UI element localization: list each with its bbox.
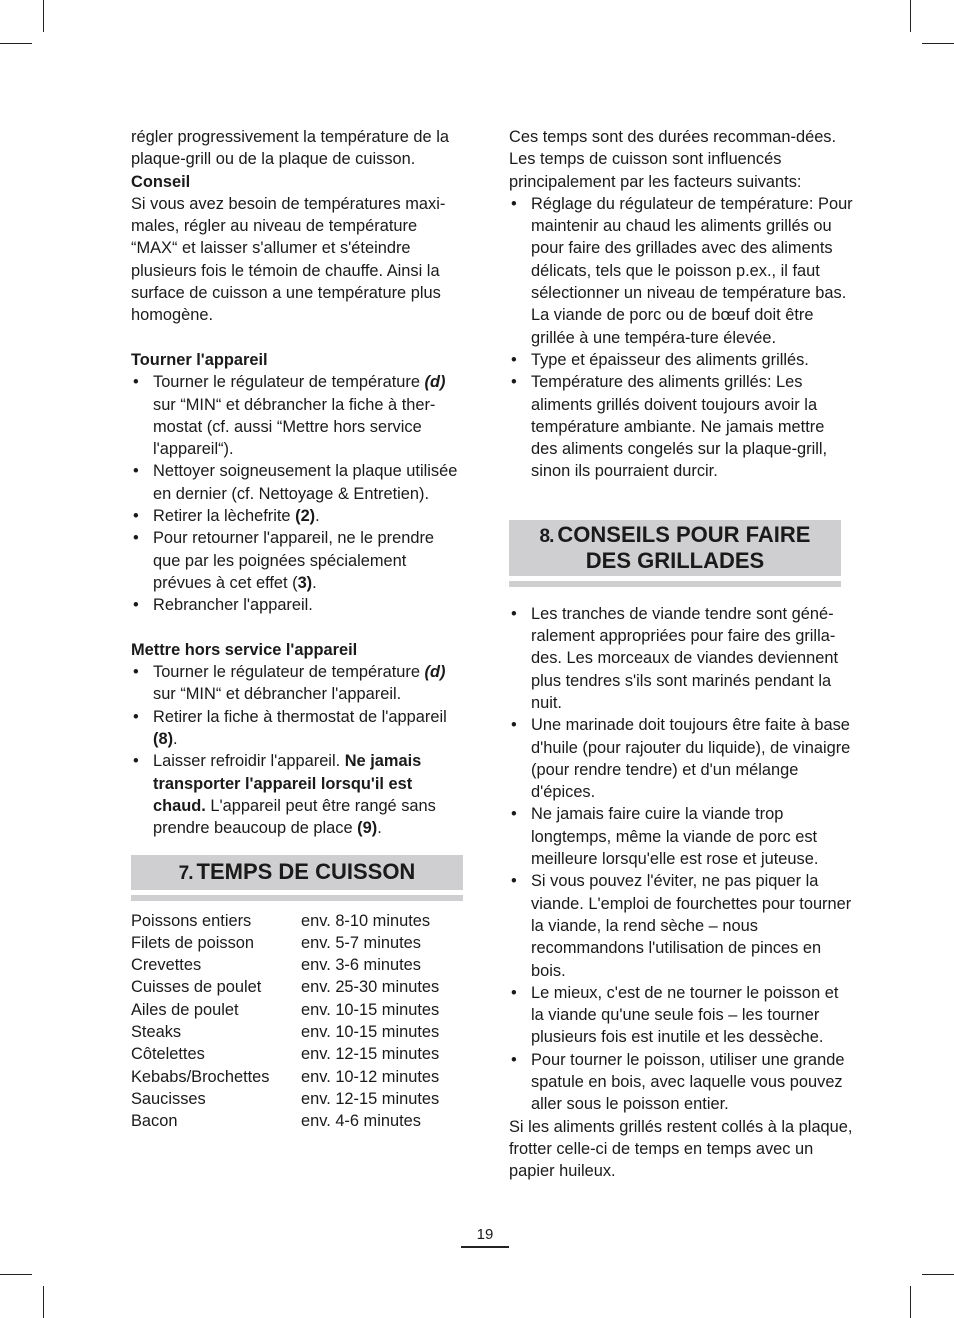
left-column	[131, 126, 463, 1132]
cook-time: env. 10-15 minutes	[301, 1000, 440, 1019]
conseil-paragraph: Si vous avez besoin de températures maxi-males, régler au niveau de température “MAX“ et laisser s'allumer et s'éteindre plusieurs fois le témoin de chauffe. Ainsi la surface de cuisson a une température plus homogène.	[131, 194, 446, 325]
cook-time: env. 8-10 minutes	[301, 911, 431, 930]
list-item: • Retirer la lèchefrite (2).	[131, 505, 463, 527]
cook-time: env. 10-12 minutes	[301, 1067, 440, 1086]
crop-mark	[922, 43, 954, 44]
cook-time: env. 3-6 minutes	[301, 956, 421, 975]
cook-time: env. 5-7 minutes	[301, 933, 421, 952]
closing-paragraph: Si les aliments grillés restent collés à la plaque, frotter celle-ci de temps en temps avec un papier huileux.	[509, 1117, 853, 1181]
crop-mark	[43, 1286, 44, 1318]
crop-mark	[910, 0, 911, 32]
cooking-times-table	[131, 910, 463, 1133]
food-name: Crevettes	[131, 956, 202, 975]
food-name: Ailes de poulet	[131, 1000, 239, 1019]
grilling-tips-list	[509, 603, 854, 1116]
section-number: 7.	[178, 862, 193, 884]
crop-mark	[43, 0, 44, 32]
section-7-heading	[131, 855, 463, 890]
section-8-heading	[509, 520, 841, 576]
intro-paragraph: régler progressivement la température de la plaque-grill ou de la plaque de cuisson.	[131, 128, 449, 169]
tourner-list	[131, 371, 463, 616]
section-title-line-2: DES GRILLADES	[585, 547, 765, 573]
hors-service-heading: Mettre hors service l'appareil	[131, 640, 358, 659]
list-item: • Tourner le régulateur de température (d) sur “MIN“ et débrancher la fiche à ther-mostat (cf. aussi “Mettre hors service l'appareil“).	[131, 371, 463, 460]
food-name: Bacon	[131, 1112, 178, 1131]
list-item: • Laisser refroidir l'appareil. Ne jamais transporter l'appareil lorsqu'il est chaud. L'appareil peut être rangé sans prendre beaucoup de place (9).	[131, 750, 463, 839]
list-item: • Nettoyer soigneusement la plaque utilisée en dernier (cf. Nettoyage & Entretien).	[131, 460, 463, 505]
food-name: Kebabs/Brochettes	[131, 1067, 270, 1086]
section-number: 8.	[539, 525, 554, 547]
list-item: • Tourner le régulateur de température (d) sur “MIN“ et débrancher l'appareil.	[131, 661, 463, 706]
section-title: TEMPS DE CUISSON	[196, 858, 416, 884]
list-item: • Pour retourner l'appareil, ne le prendre que par les poignées spécialement prévues à cet effet (3).	[131, 527, 463, 594]
list-item: • Pour tourner le poisson, utiliser une grande spatule en bois, avec laquelle vous pouvez aller sous le poisson entier.	[509, 1049, 854, 1116]
cook-time: env. 25-30 minutes	[301, 978, 440, 997]
list-item: • Réglage du régulateur de température: Pour maintenir au chaud les aliments grillés ou pour faire des grillades avec des aliments délicats, tels que le poisson p.ex., il faut sélectionner un niveau de température bas. La viande de porc ou de bœuf doit être grillée à une tempéra-ture élevée.	[509, 193, 854, 349]
list-item: • Retirer la fiche à thermostat de l'appareil (8).	[131, 706, 463, 751]
right-column	[509, 126, 854, 1182]
list-item: • Les tranches de viande tendre sont géné-ralement appropriées pour faire des grilla-des. Les morceaux de viandes deviennent plus tendres s'ils sont marinés pendant la nuit.	[509, 603, 854, 714]
food-name: Côtelettes	[131, 1045, 205, 1064]
crop-mark	[0, 43, 32, 44]
food-name: Poissons entiers	[131, 911, 252, 930]
cook-time: env. 10-15 minutes	[301, 1022, 440, 1041]
cook-time: env. 12-15 minutes	[301, 1089, 440, 1108]
list-item: • Si vous pouvez l'éviter, ne pas piquer la viande. L'emploi de fourchettes pour tourner la viande, la rend sèche – nous recommandons l'utilisation de pinces en bois.	[509, 870, 854, 981]
page-number: 19	[461, 1224, 509, 1248]
food-name: Saucisses	[131, 1089, 206, 1108]
cooking-times-note: Ces temps sont des durées recomman-dées. Les temps de cuisson sont influencés principalement par les facteurs suivants:	[509, 128, 837, 191]
tourner-heading: Tourner l'appareil	[131, 350, 268, 369]
list-item: • Le mieux, c'est de ne tourner le poisson et la viande qu'une seule fois – les tourner plusieurs fois est inutile et les dessèche.	[509, 982, 854, 1049]
list-item: • Une marinade doit toujours être faite à base d'huile (pour rajouter du liquide), de vinaigre (pour rendre tendre) et d'un mélange d'épices.	[509, 714, 854, 803]
crop-mark	[0, 1274, 32, 1275]
food-name: Steaks	[131, 1022, 182, 1041]
hors-service-list	[131, 661, 463, 839]
list-item: • Ne jamais faire cuire la viande trop longtemps, même la viande de porc est meilleure lorsqu'elle est rose et juteuse.	[509, 803, 854, 870]
crop-mark	[922, 1274, 954, 1275]
list-item: • Température des aliments grillés: Les aliments grillés doivent toujours avoir la température ambiante. Ne jamais mettre des aliments congelés sur la plaque-grill, sinon ils pourraient durcir.	[509, 371, 854, 482]
food-name: Cuisses de poulet	[131, 978, 262, 997]
food-name: Filets de poisson	[131, 933, 254, 952]
list-item: • Type et épaisseur des aliments grillés.	[509, 349, 854, 371]
list-item: • Rebrancher l'appareil.	[131, 594, 463, 616]
conseil-heading: Conseil	[131, 172, 191, 191]
crop-mark	[910, 1286, 911, 1318]
factors-list	[509, 193, 854, 483]
cook-time: env. 4-6 minutes	[301, 1112, 421, 1131]
section-title-line-1: CONSEILS POUR FAIRE	[557, 521, 811, 547]
cook-time: env. 12-15 minutes	[301, 1045, 440, 1064]
